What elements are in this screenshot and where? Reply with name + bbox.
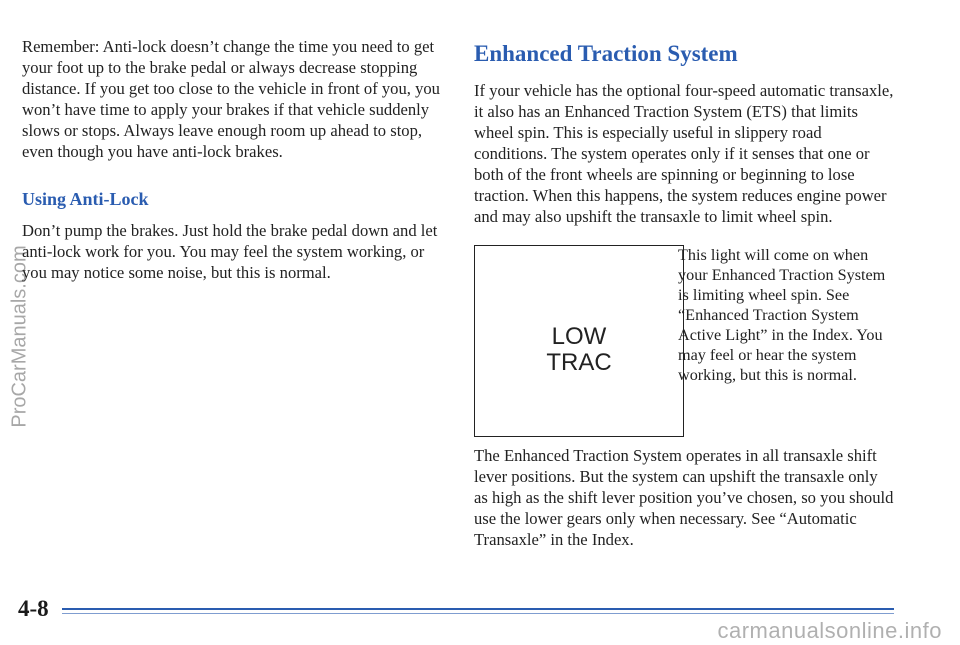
site-credit: carmanualsonline.info [717,618,942,643]
left-column [22,36,442,283]
antilock-reminder-text: Remember: Anti-lock doesn’t change the time you need to get your foot up to the brake pedal or always decrease stopping distance. If you get too close to the vehicle in front of you, you won’t have time to apply your brakes if that vehicle suddenly slows or stops. Always leave enough room up ahead to stop, even though you have anti-lock brakes. [22,37,440,161]
indicator-light-section [474,245,894,445]
using-antilock-heading: Using Anti-Lock [22,189,149,209]
page-number: 4-8 [18,596,49,621]
enhanced-traction-intro: If your vehicle has the optional four-speed automatic transaxle, it also has an Enhanced Traction System (ETS) that limits wheel spin. This is especially useful in slippery road conditions. The system operates only if it senses that one or both of the front wheels are spinning or beginning to lose traction. When this happens, the system reduces engine power and may also upshift the transaxle to limit wheel spin. [474,81,894,226]
indicator-description-text: This light will come on when your Enhanced Traction System is limiting wheel spin. See “Enhanced Traction System Active Light” in the Index. You may feel or hear the system working, but this is normal. [678,246,886,384]
enhanced-traction-closing: The Enhanced Traction System operates in all transaxle shift lever positions. But the system can upshift the transaxle only as high as the shift lever position you’ve chosen, so you should use the lower gears only when necessary. See “Automatic Transaxle” in the Index. [474,446,894,549]
indicator-description [678,245,898,385]
indicator-line-2: TRAC [546,349,612,376]
footer-rule-secondary [62,613,894,614]
footer-rule [62,608,894,610]
using-antilock-text: Don’t pump the brakes. Just hold the brake pedal down and let anti-lock work for you. You may feel the system working, or you may notice some noise, but this is normal. [22,221,438,282]
side-watermark [0,236,40,436]
enhanced-traction-heading: Enhanced Traction System [474,41,738,66]
low-trac-indicator-icon [474,245,684,437]
watermark-text: ProCarManuals.com [8,244,31,428]
indicator-line-1: LOW [551,323,607,350]
right-column [474,40,894,550]
